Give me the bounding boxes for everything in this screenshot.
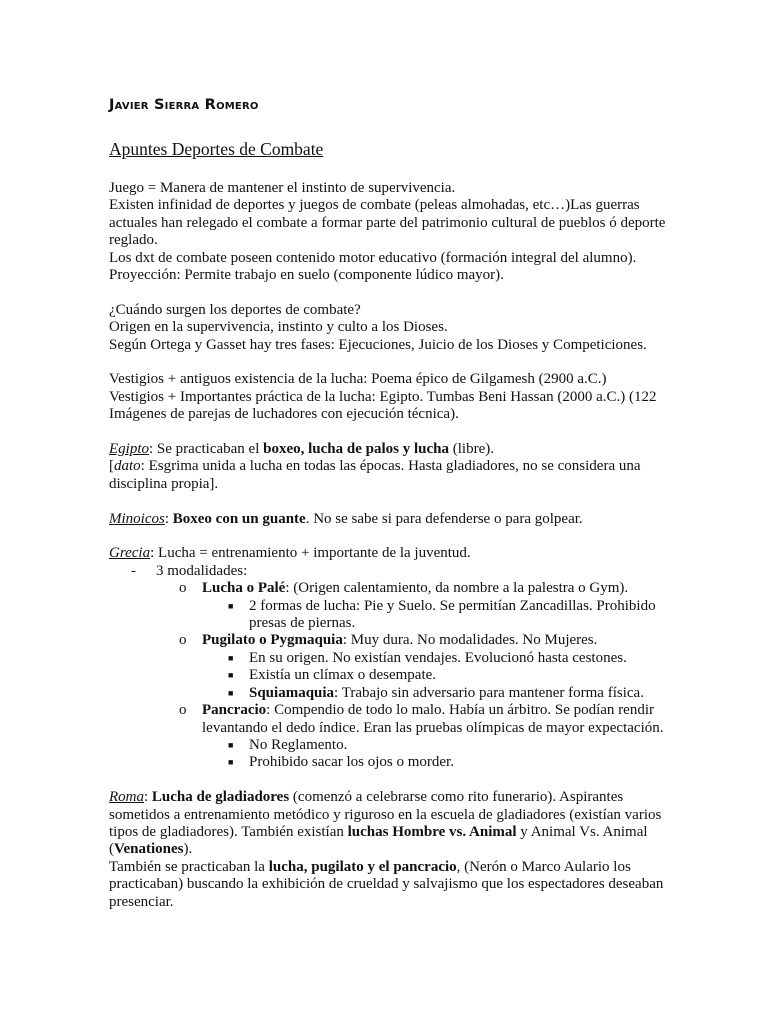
roma-text: (comenzó a celebrarse como rito funerario). Aspirantes sometidos a entrenamiento metódico y riguroso en la escuela de gladiadores (existían varios tipos de gladiadores). También existían bbox=[109, 789, 662, 840]
grecia-text: : Lucha = entrenamiento + importante de la juventud. bbox=[150, 545, 471, 562]
list-text: 2 formas de lucha: Pie y Suelo. Se permitían Zancadillas. Prohibido presas de piernas. bbox=[249, 597, 656, 632]
list-bold: Pugilato o Pygmaquia bbox=[202, 632, 343, 649]
square-bullet: ■ bbox=[228, 687, 234, 698]
egipto-label: Egipto bbox=[109, 441, 149, 458]
list-item bbox=[109, 702, 669, 737]
roma-text: , (Nerón o Marco Aulario los practicaban) buscando la exhibición de crueldad y salvajismo que los espectadores deseaban presenciar. bbox=[109, 858, 664, 910]
document-body bbox=[109, 180, 669, 911]
dato-label: dato bbox=[114, 458, 141, 475]
origins-line: ¿Cuándo surgen los deportes de combate? bbox=[109, 301, 361, 318]
list-text: 3 modalidades: bbox=[156, 562, 248, 579]
egipto-dato bbox=[109, 458, 669, 493]
square-bullet: ■ bbox=[228, 652, 234, 663]
list-item bbox=[109, 598, 669, 633]
minoicos-text: : bbox=[164, 510, 173, 527]
author-name: Javier Sierra Romero bbox=[109, 96, 259, 113]
intro-line: Existen infinidad de deportes y juegos de combate (peleas almohadas, etc…)Las guerras actuales han relegado el combate a formar parte del patrimonio cultural de pueblos ó deporte reglado. bbox=[109, 197, 666, 249]
circle-bullet: o bbox=[179, 702, 187, 719]
roma-paragraph bbox=[109, 789, 669, 859]
roma-text: y Animal Vs. Animal ( bbox=[109, 823, 648, 858]
list-bold: Pancracio bbox=[202, 702, 267, 719]
document-title: Apuntes Deportes de Combate bbox=[109, 139, 324, 159]
roma-bold: luchas Hombre vs. Animal bbox=[347, 823, 517, 840]
vestiges-line: Vestigios + antiguos existencia de la lucha: Poema épico de Gilgamesh (2900 a.C.) bbox=[109, 371, 607, 388]
egipto-paragraph bbox=[109, 441, 669, 458]
list-text: En su origen. No existían vendajes. Evolucionó hasta cestones. bbox=[249, 649, 627, 666]
minoicos-label: Minoicos bbox=[109, 510, 165, 527]
list-item bbox=[109, 667, 669, 684]
dato-text: : Esgrima unida a lucha en todas las épocas. Hasta gladiadores, no se considera una disciplina propia]. bbox=[109, 458, 641, 492]
dash-bullet: - bbox=[131, 562, 136, 579]
egipto-text: : Se practicaban el bbox=[149, 441, 264, 458]
roma-bold: Lucha de gladiadores bbox=[151, 789, 290, 806]
list-text: : Compendio de todo lo malo. Había un árbitro. Se podían rendir levantando el dedo índice. Eran las pruebas olímpicas de mayor expectación. bbox=[202, 702, 664, 736]
roma-text: : bbox=[144, 789, 152, 806]
vestiges-line: Vestigios + Importantes práctica de la lucha: Egipto. Tumbas Beni Hassan (2000 a.C.) (122 Imágenes de parejas de luchadores con ejecución técnica). bbox=[109, 388, 657, 423]
origins-line: Origen en la supervivencia, instinto y culto a los Dioses. bbox=[109, 319, 448, 336]
list-text: Prohibido sacar los ojos o morder. bbox=[249, 754, 454, 771]
minoicos-paragraph bbox=[109, 511, 669, 528]
intro-line: Proyección: Permite trabajo en suelo (componente lúdico mayor). bbox=[109, 267, 504, 284]
list-item bbox=[109, 685, 669, 702]
grecia-label: Grecia bbox=[109, 545, 151, 562]
roma-bold: Venationes bbox=[114, 841, 184, 858]
minoicos-text-end: . No se sabe si para defenderse o para golpear. bbox=[305, 510, 583, 527]
egipto-bold: boxeo, lucha de palos y lucha bbox=[263, 441, 449, 458]
list-bold: Squiamaquia bbox=[249, 684, 335, 701]
list-bold: Lucha o Palé bbox=[202, 580, 286, 597]
roma-label: Roma bbox=[109, 789, 144, 806]
list-text: : Trabajo sin adversario para mantener forma física. bbox=[334, 684, 644, 701]
grecia-paragraph bbox=[109, 545, 669, 562]
list-text: No Reglamento. bbox=[249, 736, 348, 753]
circle-bullet: o bbox=[179, 632, 187, 649]
list-text: : (Origen calentamiento, da nombre a la palestra o Gym). bbox=[285, 580, 629, 597]
list-item bbox=[109, 563, 669, 580]
intro-line: Los dxt de combate poseen contenido motor educativo (formación integral del alumno). bbox=[109, 249, 637, 266]
square-bullet: ■ bbox=[228, 757, 234, 768]
intro-line: Juego = Manera de mantener el instinto de supervivencia. bbox=[109, 180, 456, 196]
list-item bbox=[109, 632, 669, 649]
list-item bbox=[109, 737, 669, 754]
list-text: Existía un clímax o desempate. bbox=[249, 667, 437, 684]
circle-bullet: o bbox=[179, 580, 187, 597]
square-bullet: ■ bbox=[228, 739, 234, 750]
egipto-text-end: (libre). bbox=[449, 441, 494, 458]
roma-text: ). bbox=[183, 841, 193, 858]
roma-bold: lucha, pugilato y el pancracio bbox=[268, 858, 457, 875]
square-bullet: ■ bbox=[228, 600, 234, 611]
origins-line: Según Ortega y Gasset hay tres fases: Ejecuciones, Juicio de los Dioses y Competiciones. bbox=[109, 336, 647, 353]
dato-bracket: [ bbox=[109, 458, 114, 475]
list-text: : Muy dura. No modalidades. No Mujeres. bbox=[342, 632, 598, 649]
minoicos-bold: Boxeo con un guante bbox=[172, 510, 306, 527]
list-item bbox=[109, 650, 669, 667]
square-bullet: ■ bbox=[228, 670, 234, 681]
list-item bbox=[109, 580, 669, 597]
list-item bbox=[109, 754, 669, 771]
roma-paragraph-2 bbox=[109, 859, 669, 911]
roma-text: También se practicaban la bbox=[109, 858, 269, 875]
